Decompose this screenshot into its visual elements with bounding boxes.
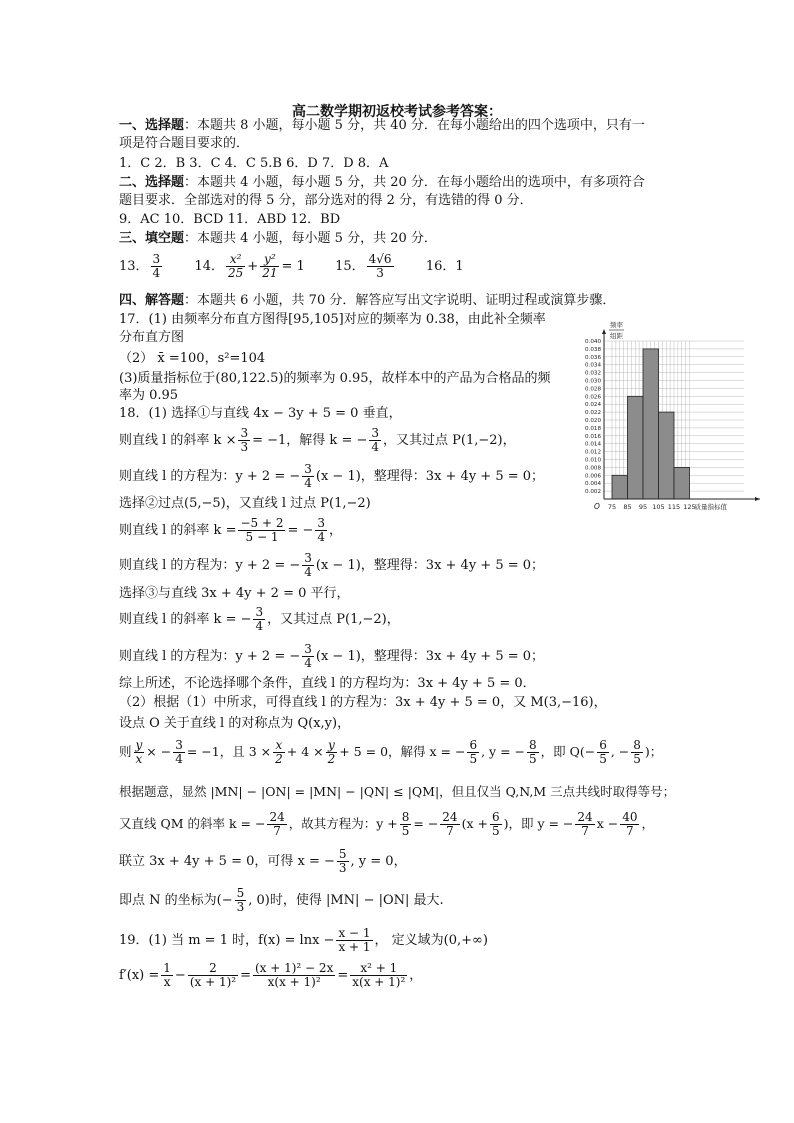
x-tick-label: 105 xyxy=(652,503,665,511)
q18-l2c: ，又其过点 P(1,−2)， xyxy=(383,433,516,448)
f-8-5: $\frac{8}{5}$ xyxy=(401,810,410,838)
q18-l8b: ，又其过点 P(1,−2)， xyxy=(267,612,400,627)
q18-l15g: ， xyxy=(641,816,654,831)
x-axis-label: 质量指标值 xyxy=(694,503,727,511)
q18-l9b: (x − 1)，整理得：3x + 4y + 5 = 0； xyxy=(315,649,545,664)
y-tick-label: 0.034 xyxy=(584,362,601,369)
q18-l1: 18．(1) 选择①与直线 4x − 3y + 5 = 0 垂直， xyxy=(119,406,402,421)
q18-l13h: , − xyxy=(610,744,630,759)
sec3-desc: ：本题共 4 小题，每小题 5 分，共 20 分． xyxy=(184,231,437,246)
y-tick-label: 0.036 xyxy=(584,354,601,361)
q18-l16 xyxy=(119,845,407,879)
q18-l13-f85a: $\frac{8}{5}$ xyxy=(529,738,537,766)
histogram-bar xyxy=(628,396,644,499)
y-tick-label: 0.026 xyxy=(584,394,601,401)
q18-l13d: + 4 × xyxy=(286,744,324,759)
q19-l1-frac xyxy=(336,927,372,954)
d: 4 xyxy=(371,440,379,454)
sec2-line1 xyxy=(119,174,645,192)
q18-l5c: ， xyxy=(329,523,343,538)
q18-l15b: ，故其方程为：y + xyxy=(288,816,398,831)
d: 4 xyxy=(304,565,312,579)
d: 4 xyxy=(304,656,312,670)
histogram-bar xyxy=(643,349,659,499)
q18-l13b: × − xyxy=(146,744,172,759)
q18-l9-frac xyxy=(302,643,314,670)
sec2-desc2: 题目要求．全部选对的得 5 分，部分选对的得 2 分，有选错的得 0 分． xyxy=(119,193,533,208)
a15-label: 15． xyxy=(335,259,365,274)
q18-l6-frac xyxy=(302,552,314,579)
q19-f1: $\frac{1}{x}$ xyxy=(163,961,171,989)
sec4-desc: ：本题共 6 小题，共 70 分．解答应写出文字说明、证明过程或演算步骤． xyxy=(184,293,616,308)
q18-l8-frac xyxy=(253,606,265,633)
x-tick-label: 125 xyxy=(683,503,696,511)
d: x xyxy=(135,752,143,766)
a15-den: 3 xyxy=(376,266,384,280)
sec1-head: 一、选择题 xyxy=(119,118,185,133)
sec4-line xyxy=(119,292,615,310)
n: 3 xyxy=(175,738,183,752)
d: 3 xyxy=(240,440,249,454)
f-5-3b: $\frac{5}{3}$ xyxy=(236,886,245,914)
q18-l2 xyxy=(119,425,516,457)
q19-l2b: − xyxy=(174,968,186,983)
n: x xyxy=(273,739,285,753)
x-tick-label: 95 xyxy=(638,503,648,511)
n: (x + 1)² − 2x xyxy=(254,961,334,975)
x-tick-label: 115 xyxy=(667,503,681,511)
q18-l3b: (x − 1)，整理得：3x + 4y + 5 = 0； xyxy=(315,469,545,484)
a14-21: 21 xyxy=(262,266,278,280)
q18-l15a: 又直线 QM 的斜率 k = − xyxy=(119,816,266,831)
q18-l8 xyxy=(119,604,400,636)
q18-l17b: , 0)时，使得 |MN| − |ON| 最大. xyxy=(248,893,444,908)
q17-l2: 分布直方图 xyxy=(119,330,185,345)
n: 3 xyxy=(304,462,312,476)
q17-l4: (3)质量指标位于(80,122.5)的频率为 0.95，故样本中的产品为合格品的频 xyxy=(119,371,551,386)
q18-l12: 设点 O 关于直线 l 的对称点为 Q(x,y)， xyxy=(119,716,351,731)
n: 3 xyxy=(240,426,249,440)
q19-l2c: = xyxy=(240,968,251,983)
f-24-7b: $\frac{24}{7}$ xyxy=(442,810,458,838)
q17-l3: （2） x̄ =100，s²=104 xyxy=(119,351,266,366)
y-axis-arrow xyxy=(602,329,606,334)
y-tick-label: 0.020 xyxy=(584,418,601,424)
q18-l15 xyxy=(119,806,654,842)
q18-l6b: (x − 1)，整理得：3x + 4y + 5 = 0； xyxy=(315,558,545,573)
q18-l15f: x − xyxy=(596,816,619,831)
n: 3 xyxy=(304,551,312,565)
a13-label: 13． xyxy=(119,259,149,274)
y-tick-label: 0.018 xyxy=(584,425,601,432)
q19-l1a: 19．(1) 当 m = 1 时，f(x) = lnx − xyxy=(119,933,335,948)
a14-x: x² xyxy=(226,253,245,267)
q18-l5 xyxy=(119,515,342,547)
y-axis-label-top: 频率 xyxy=(610,321,623,329)
q19-l2f: ， xyxy=(409,968,423,983)
n: x − 1 xyxy=(338,926,371,940)
d: 5 − 1 xyxy=(245,530,279,544)
q18-l5-frac1 xyxy=(238,517,285,544)
q18-l2b: = −1，解得 k = − xyxy=(252,433,368,448)
a14-25: 25 xyxy=(228,266,244,280)
q18-l15d: (x + xyxy=(461,816,488,831)
q18-l5b: = − xyxy=(287,523,314,538)
q19-l2a: f′(x) = xyxy=(119,968,160,983)
q18-l8a: 则直线 l 的斜率 k = − xyxy=(119,612,252,627)
sec3-line xyxy=(119,230,437,248)
f-5-3a: $\frac{5}{3}$ xyxy=(338,847,347,875)
origin-label: O xyxy=(594,502,600,511)
q17-l1: 17．(1) 由频率分布直方图得[95,105]对应的频率为 0.38，由此补全频率 xyxy=(119,312,546,327)
q18-l9 xyxy=(119,641,544,673)
q19-l2e: = xyxy=(337,968,349,983)
q18-l10: 综上所述，不论选择哪个条件，直线 l 的方程均为：3x + 4y + 5 = 0． xyxy=(119,676,536,691)
q18-l7: 选择③与直线 3x + 4y + 2 = 0 平行， xyxy=(119,586,350,601)
q18-l5-frac2 xyxy=(315,517,327,544)
sec2-answers: 9．AC 10．BCD 11．ABD 12．BD xyxy=(119,212,341,227)
q18-l13e: + 5 = 0，解得 x = − xyxy=(339,744,466,759)
q18-l17a: 即点 N 的坐标为(− xyxy=(119,893,233,908)
sec4-head: 四、解答题 xyxy=(119,293,185,308)
f-24-7a: $\frac{24}{7}$ xyxy=(269,810,285,838)
a13-frac xyxy=(151,253,163,280)
y-tick-label: 0.006 xyxy=(584,473,601,480)
a14-tail: = 1 xyxy=(281,259,305,274)
a13-num: 3 xyxy=(152,252,161,266)
sec3-head: 三、填空题 xyxy=(119,231,185,246)
n: x² + 1 xyxy=(350,962,407,976)
y-tick-label: 0.028 xyxy=(584,386,601,393)
n: 3 xyxy=(304,642,312,656)
y-tick-label: 0.024 xyxy=(584,402,601,409)
q18-l13 xyxy=(119,734,662,770)
q18-l13a: 则 xyxy=(119,744,132,759)
q18-l9a: 则直线 l 的方程为：y + 2 = − xyxy=(119,649,301,664)
histogram-bar xyxy=(659,412,675,499)
n: −5 + 2 xyxy=(240,516,284,530)
q18-l2-frac1 xyxy=(238,427,250,454)
q18-l13-f65b: $\frac{6}{5}$ xyxy=(599,738,607,766)
x-axis-arrow xyxy=(755,497,760,501)
d: x(x + 1)² xyxy=(267,975,321,989)
y-tick-label: 0.014 xyxy=(584,441,601,448)
y-tick-label: 0.040 xyxy=(584,339,601,345)
a15-frac xyxy=(367,253,394,280)
q18-l16b: , y = 0， xyxy=(350,854,407,869)
d: 4 xyxy=(317,530,326,544)
q19-f2: $\frac{2}{\text{(x + 1)²}}$ xyxy=(189,961,237,989)
q19-f3 xyxy=(253,962,335,989)
q18-l13-f34 xyxy=(173,739,185,766)
q18-l13-x2: $\frac{x}{2}$ xyxy=(275,738,283,766)
d: 4 xyxy=(304,476,312,490)
sec1-desc2: 项是符合题目要求的． xyxy=(119,136,250,151)
a14-frac-x xyxy=(226,253,245,280)
sec1-line1 xyxy=(119,117,645,135)
d: x + 1 xyxy=(338,940,371,954)
q18-l13-f85b: $\frac{8}{5}$ xyxy=(633,738,641,766)
a13-den: 4 xyxy=(152,266,161,280)
q18-l13-y2: $\frac{y}{2}$ xyxy=(327,738,336,766)
sec2-desc1: ：本题共 4 小题，每小题 5 分，共 20 分．在每小题给出的选项中，有多项符合 xyxy=(184,175,645,190)
q19-l1 xyxy=(119,924,488,958)
y-tick-label: 0.004 xyxy=(584,481,601,488)
q18-l17 xyxy=(119,884,444,918)
q18-l15e: )，即 y = − xyxy=(503,816,574,831)
q18-l3-frac xyxy=(302,463,314,490)
sec2-head: 二、选择题 xyxy=(119,175,185,190)
q18-l13-yx xyxy=(134,739,145,766)
f-6-5: $\frac{6}{5}$ xyxy=(491,810,500,838)
q18-l13-f65a: $\frac{6}{5}$ xyxy=(469,738,478,766)
a14-y: y² xyxy=(260,253,279,267)
f-24-7c: $\frac{24}{7}$ xyxy=(577,810,593,838)
histogram-bar xyxy=(612,475,628,499)
q18-l16a: 联立 3x + 4y + 5 = 0，可得 x = − xyxy=(119,854,335,869)
q19-f4 xyxy=(350,962,407,989)
q18-l15c: = − xyxy=(413,816,439,831)
x-tick-label: 75 xyxy=(607,503,617,511)
n: 3 xyxy=(255,605,264,619)
page-title: 高二数学期初返校考试参考答案： xyxy=(292,104,502,120)
sec1-desc1: ：本题共 8 小题，每小题 5 分，共 40 分．在每小题给出的四个选项中，只有一 xyxy=(184,118,645,133)
d: 4 xyxy=(175,752,183,766)
n: 3 xyxy=(317,516,326,530)
y-axis-label-bottom: 组距 xyxy=(610,332,623,340)
q18-l13g: ，即 Q(− xyxy=(540,744,596,759)
y-tick-label: 0.038 xyxy=(584,346,601,353)
n: y xyxy=(326,739,338,753)
q19-l1b: ， 定义域为(0,+∞) xyxy=(374,933,488,948)
d: 4 xyxy=(255,619,264,633)
x-tick-label: 85 xyxy=(623,503,632,511)
y-tick-label: 0.002 xyxy=(584,489,601,496)
q18-l6 xyxy=(119,550,544,582)
y-tick-label: 0.008 xyxy=(584,465,601,472)
y-tick-label: 0.032 xyxy=(584,370,601,377)
y-tick-label: 0.022 xyxy=(584,410,601,417)
q18-l14: 根据题意，显然 |MN| − |ON| = |MN| − |QN| ≤ |QM|，但且仅当 Q,N,M 三点共线时取得等号； xyxy=(119,784,676,799)
f-40-7: $\frac{40}{7}$ xyxy=(622,810,638,838)
q18-l2a: 则直线 l 的斜率 k × xyxy=(119,433,237,448)
q18-l4: 选择②过点(5,−5)，又直线 l 过点 P(1,−2) xyxy=(119,496,371,511)
d: x(x + 1)² xyxy=(352,975,406,989)
q18-l13i: )； xyxy=(644,744,663,759)
q19-l2 xyxy=(119,956,422,996)
a16: 16．1 xyxy=(425,259,464,274)
y-tick-label: 0.012 xyxy=(584,449,601,456)
q18-l11: （2）根据（1）中所求，可得直线 l 的方程为：3x + 4y + 5 = 0，又 M(3,−16)， xyxy=(119,695,607,710)
y-tick-label: 0.016 xyxy=(584,433,601,440)
frequency-histogram xyxy=(568,313,768,523)
q17-l5: 率为 0.95 xyxy=(119,388,179,403)
y-tick-label: 0.030 xyxy=(584,378,601,385)
sec1-answers: 1．C 2．B 3．C 4．C 5.B 6．D 7．D 8．A xyxy=(119,156,389,171)
q18-l5a: 则直线 l 的斜率 k = xyxy=(119,523,237,538)
q18-l13f: , y = − xyxy=(481,744,525,759)
q18-l6a: 则直线 l 的方程为：y + 2 = − xyxy=(119,558,301,573)
a14-label: 14． xyxy=(194,259,225,274)
q18-l3a: 则直线 l 的方程为：y + 2 = − xyxy=(119,469,301,484)
q18-l3 xyxy=(119,461,544,493)
y-tick-label: 0.010 xyxy=(584,457,601,464)
n: y xyxy=(135,738,143,752)
sec3-answers: 13． $\frac{3}{4}$ 14． $\frac{\text{x²}}{25}$ + $\frac{\text{y²}}{21}$ = 1 15． $\frac{4√6}{3}$ 16．1 xyxy=(119,252,464,280)
q18-l2-frac2 xyxy=(369,427,381,454)
a14-frac-y xyxy=(260,253,279,280)
histogram-bar xyxy=(674,467,690,499)
q18-l13c: = −1，且 3 × xyxy=(186,744,272,759)
a15-num: 4√6 xyxy=(368,252,392,266)
n: 3 xyxy=(371,426,379,440)
